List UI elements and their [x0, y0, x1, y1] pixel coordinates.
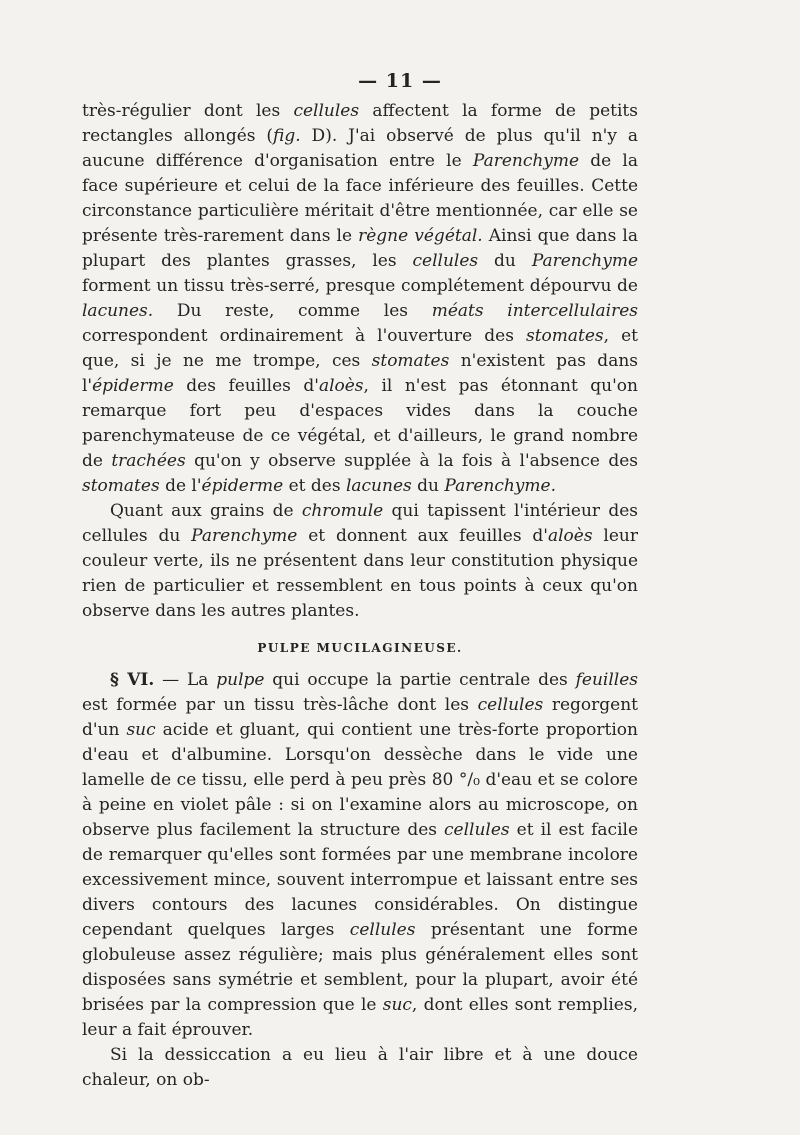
text-run: acide et gluant, qui contient une très-forte proportion d'eau et d'albumine. Lorsqu'on dessèche dans le vide une lamelle de ce tissu, elle perd à peu près 80 °/₀ d'eau et se colore à peine en violet pâle : si on l'examine alors au microscope, on observe plus facilement la structure des — [82, 720, 638, 840]
text-run: qu'on y observe supplée à la fois à l'absence des — [185, 451, 638, 471]
text-run: leur couleur verte, ils ne présentent dans leur constitution physique rien de particulier et ressemblent en tous points à ceux qu'on observe dans les autres plantes. — [82, 526, 638, 621]
italic-term: Parenchyme — [191, 526, 298, 546]
italic-term: feuilles — [575, 670, 638, 690]
text-run: et des — [283, 476, 346, 496]
italic-term: épiderme — [92, 376, 174, 396]
italic-term: aloès — [547, 526, 593, 546]
italic-term: trachées — [111, 451, 186, 471]
italic-term: cellules — [349, 920, 416, 940]
text-run: Si la dessiccation a eu lieu à l'air libre et à une douce chaleur, on ob- — [82, 1045, 638, 1090]
italic-term: règne végétal. — [358, 226, 483, 246]
text-run: qui tapissent l'intérieur des cellules du — [82, 501, 638, 546]
text-run: est formée par un tissu très-lâche dont les — [82, 695, 478, 715]
text-run: très-régulier dont les — [82, 101, 294, 121]
text-run: PULPE MUCILAGINEUSE. — [257, 641, 463, 655]
page-number: — 11 — — [358, 70, 442, 92]
text-run: affectent la forme de petits rectangles allongés ( — [82, 101, 638, 146]
text-run: , dont elles sont remplies, leur a fait éprouver. — [82, 995, 638, 1040]
text-body — [82, 99, 638, 1093]
text-run: , et que, si je ne me trompe, ces — [82, 326, 638, 371]
italic-term: Parenchyme — [472, 151, 580, 171]
italic-term: chromule — [301, 501, 384, 521]
italic-term: pulpe — [216, 670, 265, 690]
italic-term: stomates — [371, 351, 450, 371]
italic-term: cellules — [412, 251, 479, 271]
text-run: du — [478, 251, 532, 271]
text-run: du — [411, 476, 445, 496]
text-run: D). J'ai observé de plus qu'il n'y a aucune différence d'organisation entre le — [82, 126, 638, 171]
italic-term: cellules — [477, 695, 544, 715]
italic-term: stomates — [82, 476, 160, 496]
text-run: et donnent aux feuilles d' — [297, 526, 548, 546]
text-run: Quant aux grains de — [110, 501, 302, 521]
text-run: présentant une forme globuleuse assez régulière; mais plus généralement elles sont disposées sans symétrie et semblent, pour la plupart, avoir été brisées par la compression que le — [82, 920, 638, 1015]
italic-term: cellules — [293, 101, 360, 121]
italic-term: fig. — [273, 126, 301, 146]
text-run: , il n'est pas étonnant qu'on remarque fort peu d'espaces vides dans la couche parenchymateuse de ce végétal, et d'ailleurs, le grand nombre de — [82, 376, 638, 471]
text-run: correspondent ordinairement à l'ouverture des — [82, 326, 526, 346]
text-run: — La — [154, 670, 217, 690]
text-run: Ainsi que dans la plupart des plantes grasses, les — [82, 226, 638, 271]
text-run: qui occupe la partie centrale des — [264, 670, 576, 690]
text-run: regorgent d'un — [82, 695, 638, 740]
italic-term: aloès — [318, 376, 364, 396]
text-run: et il est facile de remarquer qu'elles sont formées par une membrane incolore excessivement mince, souvent interrompue et laissant entre ses divers contours des lacunes considérables. On distingue cependant quelques larges — [82, 820, 638, 940]
text-run: de l' — [159, 476, 202, 496]
paragraph — [82, 1043, 638, 1093]
text-run: n'existent pas dans l' — [82, 351, 638, 396]
italic-term: suc — [126, 720, 156, 740]
text-run: Du reste, comme les — [153, 301, 432, 321]
paragraph — [82, 668, 638, 1043]
italic-term: lacunes — [345, 476, 412, 496]
italic-term: cellules — [444, 820, 510, 840]
text-run: de la face supérieure et celui de la face inférieure des feuilles. Cette circonstance particulière méritait d'être mentionnée, car elle se présente très-rarement dans le — [82, 151, 639, 246]
section-number: § VI. — [110, 670, 155, 690]
italic-term: Parenchyme — [531, 251, 639, 271]
section-heading — [82, 638, 638, 658]
paragraph — [82, 499, 638, 624]
text-run: des feuilles d' — [173, 376, 319, 396]
italic-term: épiderme — [201, 476, 284, 496]
italic-term: stomates — [525, 326, 604, 346]
italic-term: suc — [382, 995, 412, 1015]
italic-term: méats intercellulaires — [431, 301, 638, 321]
italic-term: Parenchyme. — [444, 476, 556, 496]
text-run: forment un tissu très-serré, presque complétement dépourvu de — [82, 276, 638, 296]
italic-term: lacunes. — [82, 301, 154, 321]
paragraph — [82, 99, 638, 499]
